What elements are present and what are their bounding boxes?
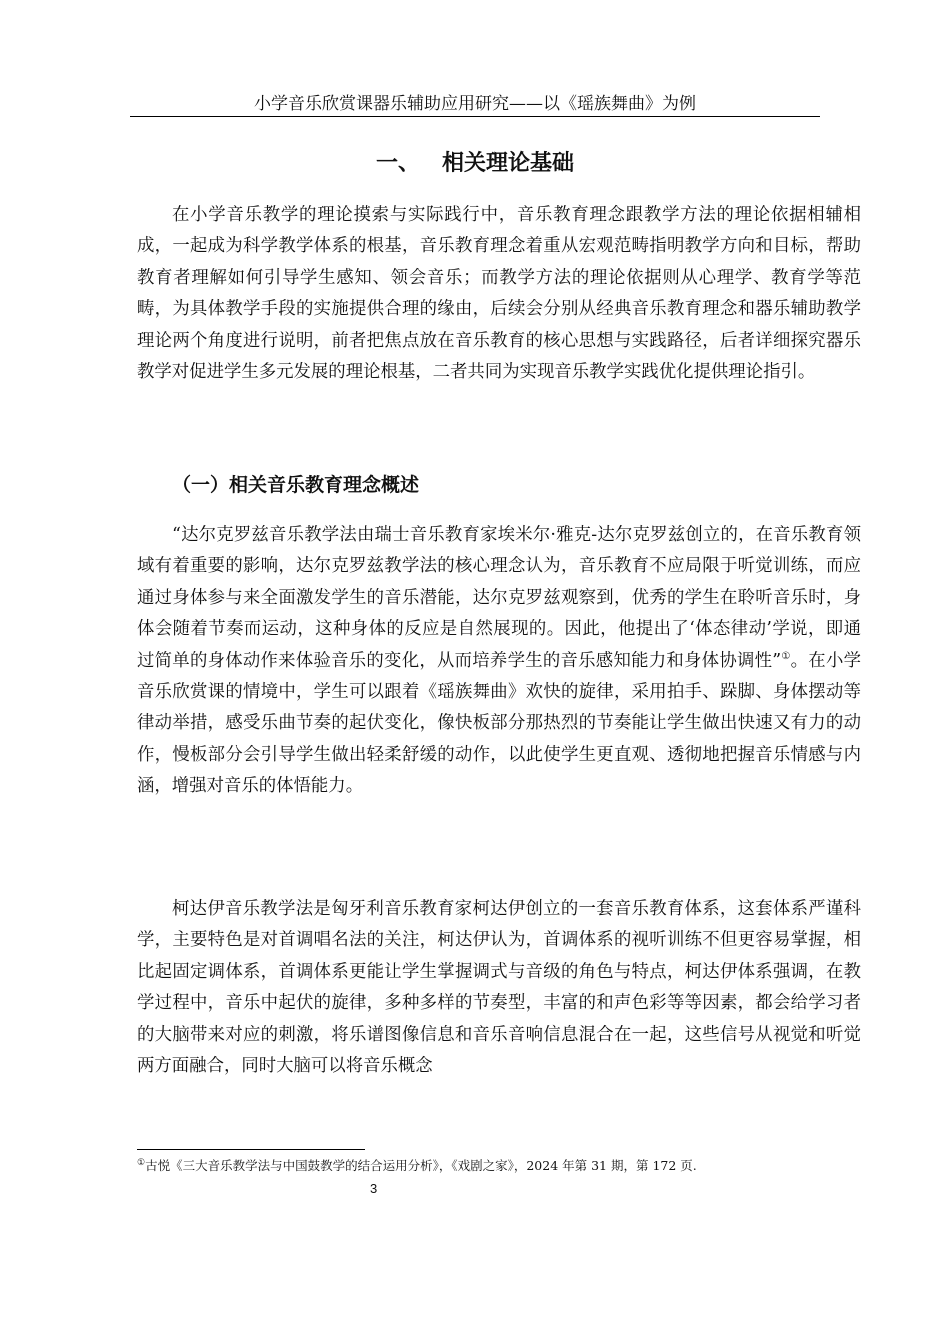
footnote [137, 1157, 697, 1175]
paragraph-dalcroze [137, 520, 861, 803]
running-header: 小学音乐欣赏课器乐辅助应用研究——以《瑶族舞曲》为例 [254, 94, 696, 114]
page-number: 3 [370, 1181, 378, 1196]
dalcroze-continuation: 。在小学音乐欣赏课的情境中，学生可以跟着《瑶族舞曲》欢快的旋律，采用拍手、跺脚、身体摆动等律动举措，感受乐曲节奏的起伏变化，像快板部分那热烈的节奏能让学生做出快速又有力的动作，慢板部分会引导学生做出轻柔舒缓的动作，以此使学生更直观、透彻地把握音乐情感与内涵，增强对音乐的体悟能力。 [137, 650, 861, 797]
footnote-divider [137, 1149, 365, 1150]
subsection-title: （一）相关音乐教育理念概述 [172, 474, 420, 496]
footnote-text: 古悦《三大音乐教学法与中国鼓教学的结合运用分析》，《戏剧之家》，2024 年第 31 期，第 172 页. [145, 1158, 697, 1173]
section-title-text: 相关理论基础 [442, 151, 575, 176]
section-number: 一、 [375, 151, 420, 176]
section-title [130, 148, 820, 180]
paragraph-intro: 在小学音乐教学的理论摸索与实际践行中，音乐教育理念跟教学方法的理论依据相辅相成，一起成为科学教学体系的根基，音乐教育理念着重从宏观范畴指明教学方向和目标，帮助教育者理解如何引导学生感知、领会音乐；而教学方法的理论依据则从心理学、教育学等范畴，为具体教学手段的实施提供合理的缘由，后续会分别从经典音乐教育理念和器乐辅助教学理论两个角度进行说明，前者把焦点放在音乐教育的核心思想与实践路径，后者详细探究器乐教学对促进学生多元发展的理论根基，二者共同为实现音乐教学实践优化提供理论指引。 [137, 205, 861, 383]
footnote-mark: ① [137, 1157, 146, 1168]
header-divider [130, 116, 820, 117]
dalcroze-quote: “达尔克罗兹音乐教学法由瑞士音乐教育家埃米尔·雅克-达尔克罗兹创立的，在音乐教育领域有着重要的影响，达尔克罗兹教学法的核心理念认为，音乐教育不应局限于听觉训练，而应通过身体参与来全面激发学生的音乐潜能，达尔克罗兹观察到，优秀的学生在聆听音乐时，身体会随着节奏而运动，这种身体的反应是自然展现的。因此，他提出了‘体态律动’学说，即通过简单的身体动作来体验音乐的变化，从而培养学生的音乐感知能力和身体协调性” [137, 525, 861, 671]
paragraph-kodaly: 柯达伊音乐教学法是匈牙利音乐教育家柯达伊创立的一套音乐教育体系，这套体系严谨科学，主要特色是对首调唱名法的关注，柯达伊认为，首调体系的视听训练不但更容易掌握，相比起固定调体系，首调体系更能让学生掌握调式与音级的角色与特点，柯达伊体系强调，在教学过程中，音乐中起伏的旋律，多种多样的节奏型，丰富的和声色彩等等因素，都会给学习者的大脑带来对应的刺激，将乐谱图像信息和音乐音响信息混合在一起，这些信号从视觉和听觉两方面融合，同时大脑可以将音乐概念 [137, 899, 861, 1077]
footnote-reference[interactable]: ① [781, 650, 791, 662]
